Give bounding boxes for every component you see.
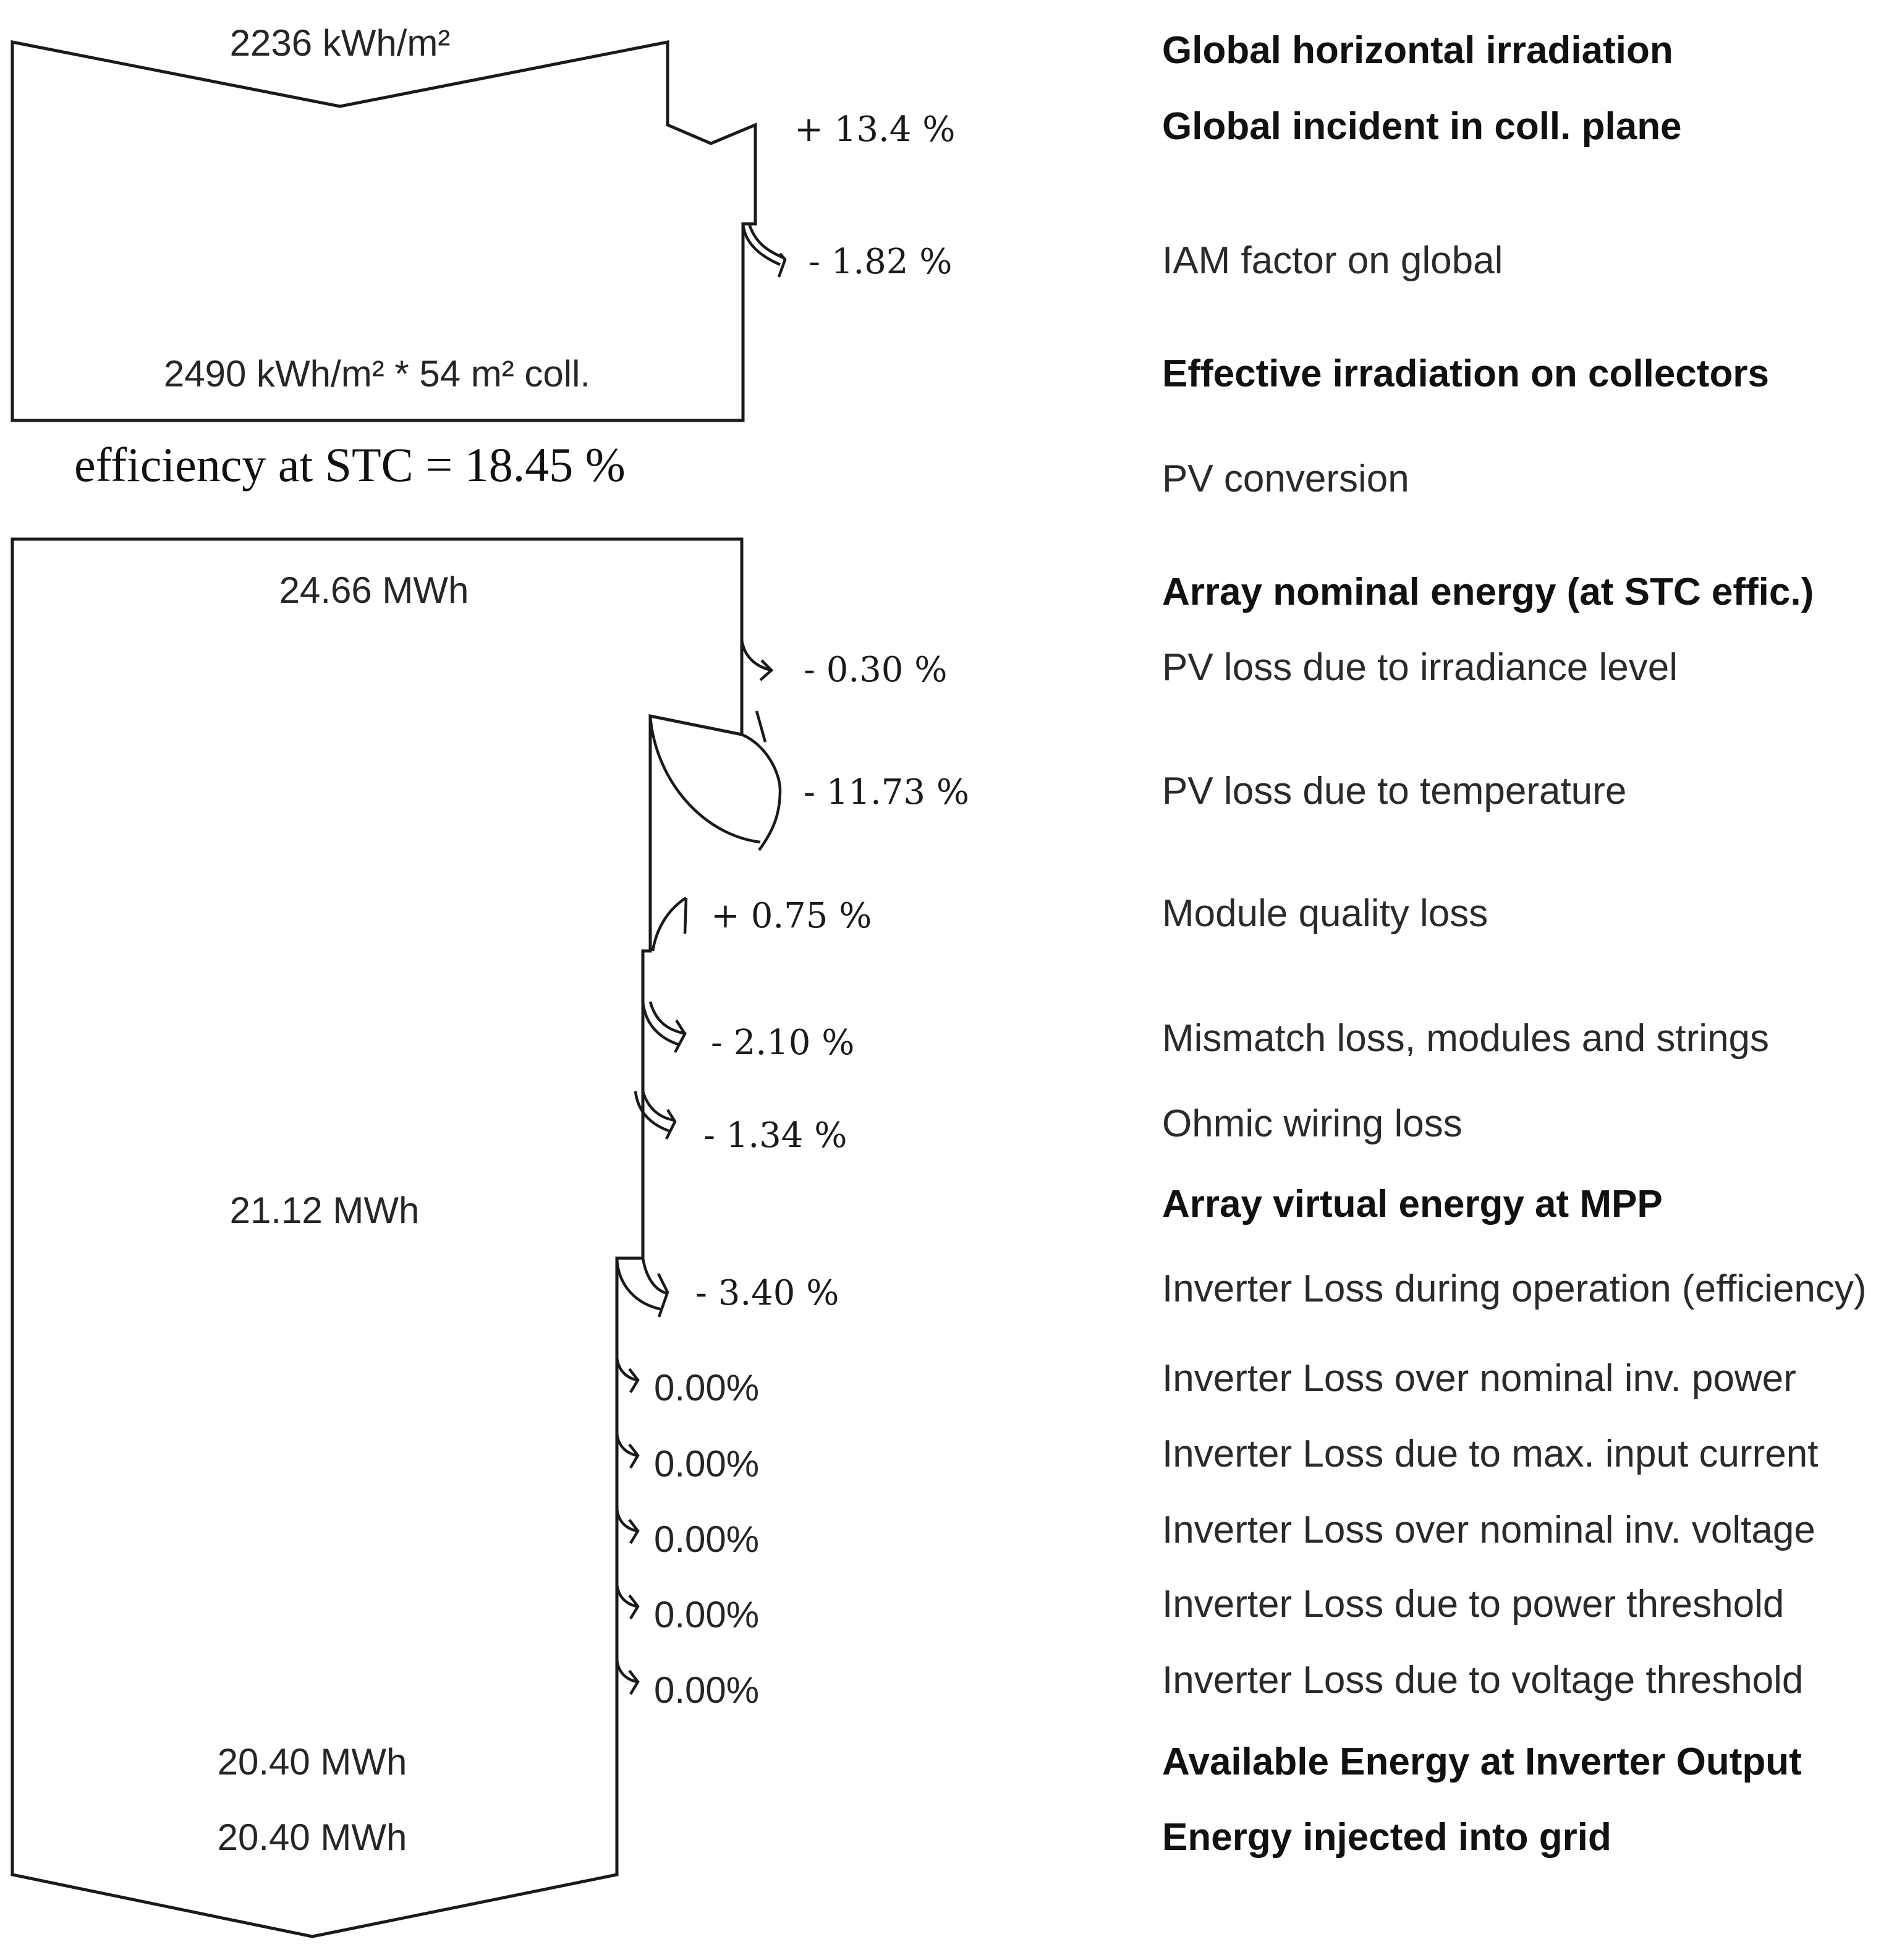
label-temperature-loss: PV loss due to temperature [1162, 770, 1627, 812]
irradiance-loss-arrow [742, 640, 771, 680]
loss-inverter-current-value: 0.00% [654, 1443, 760, 1485]
loss-irradiance-value: - 0.30 % [804, 650, 948, 690]
label-ohmic: Ohmic wiring loss [1162, 1102, 1463, 1145]
loss-inverter-power-value: 0.00% [654, 1367, 760, 1408]
injected-energy-value: 20.40 MWh [217, 1817, 407, 1858]
label-inverter-current: Inverter Loss due to max. input current [1162, 1433, 1819, 1475]
label-inverter-voltage: Inverter Loss over nominal inv. voltage [1162, 1509, 1815, 1551]
label-ghi: Global horizontal irradiation [1162, 29, 1673, 72]
inverter-voltage-threshold-loss-arrow [617, 1660, 638, 1694]
collector-irradiation-value: 2490 kWh/m² * 54 m² coll. [163, 353, 591, 394]
temperature-loss-arrow [650, 711, 780, 850]
iam-loss-arrow [743, 224, 785, 277]
poa-gain-value: + 13.4 % [794, 109, 956, 150]
module-quality-arrow [653, 898, 686, 951]
label-global-incident: Global incident in coll. plane [1162, 105, 1682, 148]
loss-inverter-power-threshold-value: 0.00% [654, 1594, 760, 1635]
label-pv-conversion: PV conversion [1162, 458, 1409, 500]
loss-inverter-voltage-value: 0.00% [654, 1519, 760, 1560]
inverter-current-loss-arrow [617, 1433, 638, 1468]
inverter-power-threshold-loss-arrow [617, 1584, 638, 1619]
loss-inverter-efficiency-value: - 3.40 % [695, 1273, 839, 1313]
loss-temperature-value: - 11.73 % [804, 772, 970, 812]
mismatch-loss-arrow [643, 1002, 686, 1052]
virtual-energy-value: 21.12 MWh [229, 1190, 420, 1231]
inverter-efficiency-loss-arrow [617, 1258, 668, 1317]
inverter-voltage-loss-arrow [617, 1509, 638, 1543]
iam-loss-value: - 1.82 % [809, 242, 953, 282]
label-inverter-voltage-threshold: Inverter Loss due to voltage threshold [1162, 1659, 1804, 1702]
label-array-nominal-energy: Array nominal energy (at STC effic.) [1162, 571, 1814, 613]
label-iam: IAM factor on global [1162, 239, 1503, 282]
label-inverter-power-threshold: Inverter Loss due to power threshold [1162, 1583, 1785, 1626]
available-energy-value: 20.40 MWh [217, 1741, 407, 1783]
loss-ohmic-value: - 1.34 % [703, 1115, 847, 1156]
loss-mismatch-value: - 2.10 % [711, 1023, 855, 1063]
nominal-energy-value: 24.66 MWh [279, 569, 469, 611]
label-array-virtual-energy: Array virtual energy at MPP [1162, 1183, 1663, 1225]
label-module-quality: Module quality loss [1162, 892, 1488, 935]
label-column [1162, 29, 1867, 1859]
label-effective-irradiation: Effective irradiation on collectors [1162, 352, 1769, 395]
label-available-energy: Available Energy at Inverter Output [1162, 1741, 1802, 1783]
label-inverter-power: Inverter Loss over nominal inv. power [1162, 1357, 1796, 1400]
label-inverter-efficiency: Inverter Loss during operation (efficiency) [1162, 1268, 1867, 1310]
ghi-value: 2236 kWh/m² [229, 22, 451, 64]
loss-module-quality-value: + 0.75 % [711, 896, 872, 936]
label-injected-energy: Energy injected into grid [1162, 1816, 1611, 1859]
loss-inverter-voltage-threshold-value: 0.00% [654, 1669, 760, 1711]
label-irradiance-loss: PV loss due to irradiance level [1162, 646, 1678, 689]
stc-efficiency: efficiency at STC = 18.45 % [74, 438, 626, 492]
inverter-power-loss-arrow [617, 1357, 638, 1392]
energy-flow-outline [12, 539, 742, 1937]
label-mismatch: Mismatch loss, modules and strings [1162, 1017, 1770, 1060]
